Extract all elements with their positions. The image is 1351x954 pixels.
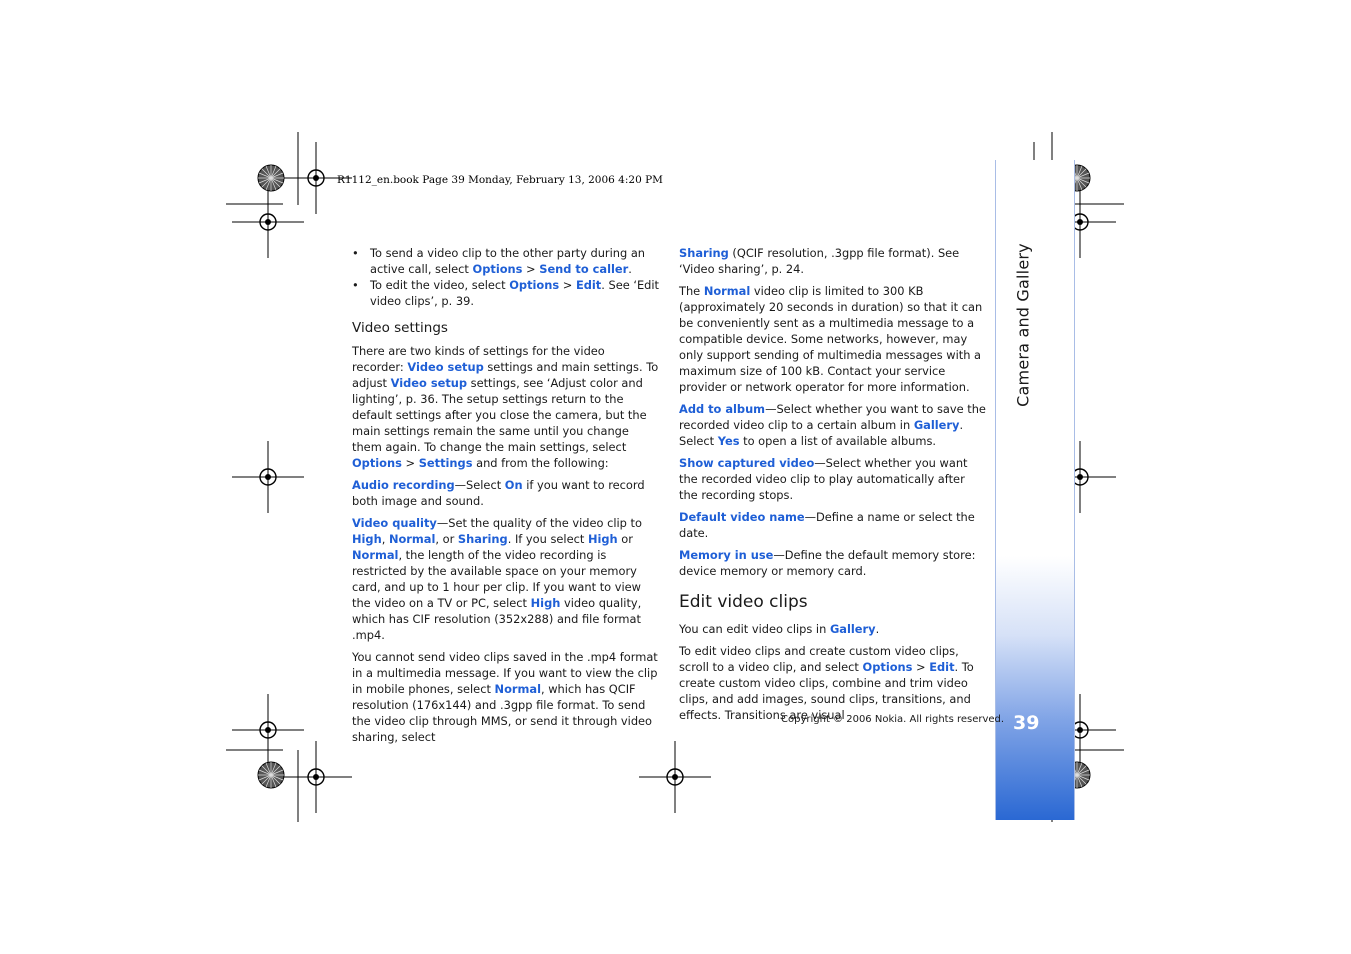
paragraph: You cannot send video clips saved in the .mp4 format in a multimedia message. If you want to view the clip in mobile phones, select Normal, which has QCIF resolution (176x144) and .3gpp file format. To send the video clip through MMS, or send it through video sharing, select — [352, 650, 658, 744]
add-to-album-setting: Add to album—Select whether you want to save the recorded video clip to a certain album in Gallery. Select Yes to open a list of available albums. — [679, 402, 986, 448]
default-video-name-setting: Default video name—Define a name or select the date. — [679, 510, 975, 540]
list-item: • To send a video clip to the other party during an active call, select Options > Send to caller. — [352, 245, 660, 277]
paragraph: Sharing (QCIF resolution, .3gpp file format). See ‘Video sharing’, p. 24. — [679, 246, 960, 276]
menu-term: Send to caller — [539, 262, 629, 276]
list-item: • To edit the video, select Options > Edit. See ‘Edit video clips’, p. 39. — [352, 277, 660, 309]
video-quality-setting: Video quality—Set the quality of the video clip to High, Normal, or Sharing. If you select High or Normal, the length of the video recording is restricted by the available space on your memory card, and up to 1 hour per clip. If you want to view the video on a TV or PC, select High video quality, which has CIF resolution (352x288) and file format .mp4. — [352, 516, 642, 642]
right-column — [679, 245, 987, 729]
menu-term: Options — [509, 278, 560, 292]
audio-recording-setting: Audio recording—Select On if you want to record both image and sound. — [352, 478, 645, 508]
left-column — [352, 245, 660, 751]
page-number: 39 — [1013, 712, 1040, 734]
bullet-list — [352, 245, 660, 309]
memory-in-use-setting: Memory in use—Define the default memory store: device memory or memory card. — [679, 548, 976, 578]
show-captured-video-setting: Show captured video—Select whether you want the recorded video clip to play automatically after the recording stops. — [679, 456, 968, 502]
paragraph: There are two kinds of settings for the video recorder: Video setup settings and main settings. To adjust Video setup settings, see ‘Adjust color and lighting’, p. 36. The setup settings return to the default settings after you close the camera, but the main settings remain the same until you change them again. To change the main settings, select Options > Settings and from the following: — [352, 344, 659, 470]
edit-video-clips-heading: Edit video clips — [679, 592, 808, 612]
video-settings-heading: Video settings — [352, 320, 448, 336]
menu-term: Options — [472, 262, 523, 276]
menu-term: Edit — [575, 278, 602, 292]
copyright-notice: Copyright © 2006 Nokia. All rights reserved. — [781, 714, 1005, 725]
paragraph: To edit video clips and create custom video clips, scroll to a video clip, and select Options > Edit. To create custom video clips, combine and trim video clips, and add images, sound clips, transitions, and effects. Transitions are visual — [679, 644, 974, 722]
paragraph: You can edit video clips in Gallery. — [679, 622, 880, 636]
book-file-header: R1112_en.book Page 39 Monday, February 13, 2006 4:20 PM — [337, 174, 663, 186]
paragraph: The Normal video clip is limited to 300 KB (approximately 20 seconds in duration) so that it can be conveniently sent as a multimedia message to a compatible device. Some networks, however, may only support sending of multimedia messages with a maximum size of 100 kB. Contact your service provider or network operator for more information. — [679, 284, 983, 394]
